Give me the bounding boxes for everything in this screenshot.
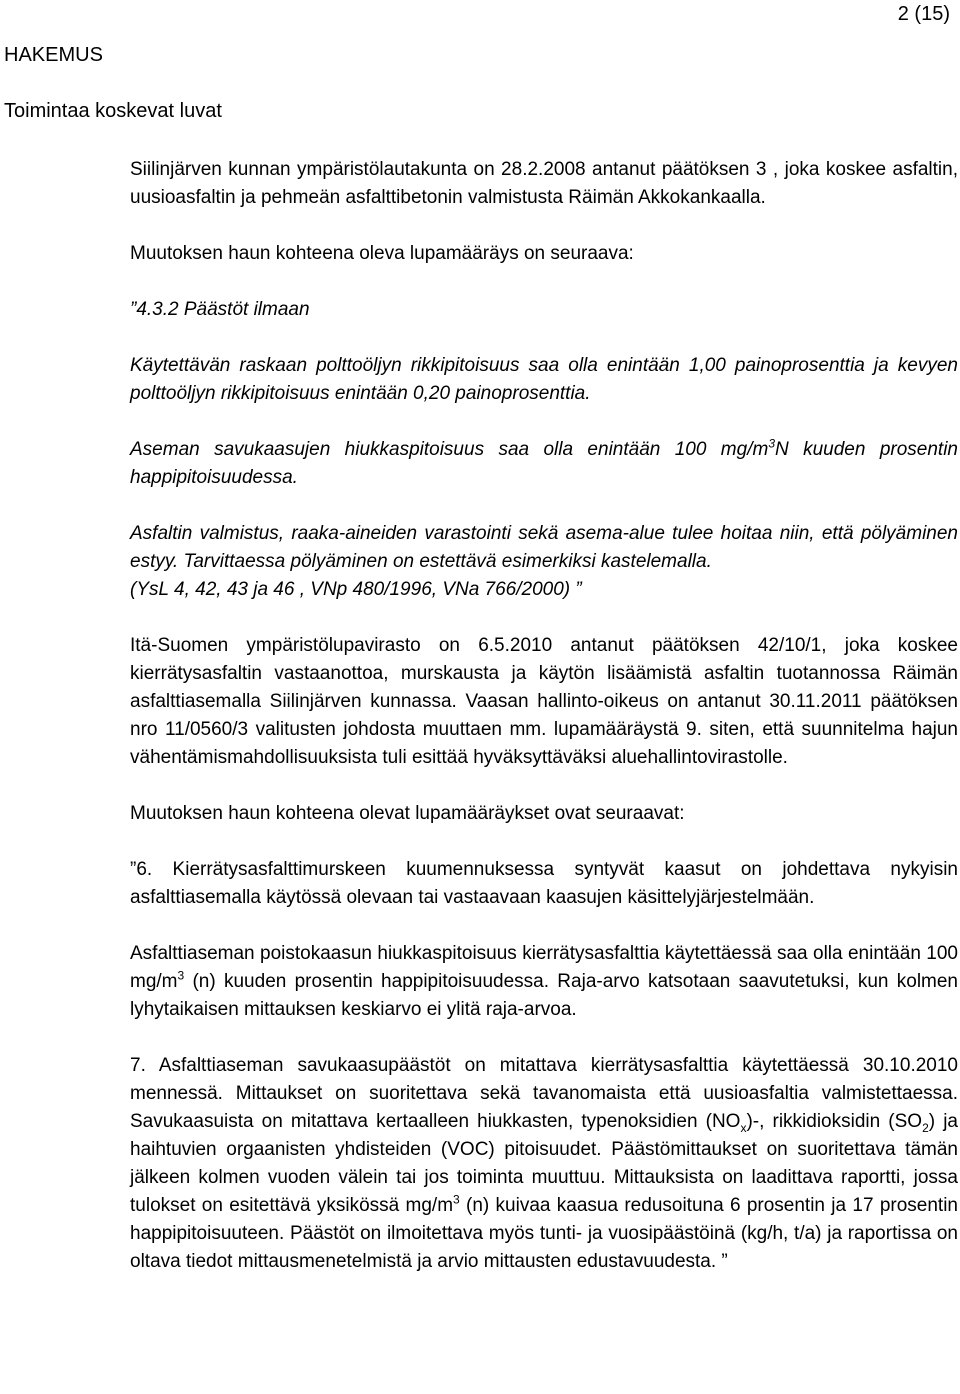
quote-dust-control: Asfaltin valmistus, raaka-aineiden varastointi sekä asema-alue tulee hoitaa niin, että pölyäminen estyy. Tarvittaessa pölyäminen on estettävä esimerkiksi kastelemalla.	[130, 523, 958, 572]
quote-legal-references: (YsL 4, 42, 43 ja 46 , VNp 480/1996, VNa 766/2000) ”	[130, 579, 582, 600]
quote-heading: ”4.3.2 Päästöt ilmaan	[130, 299, 310, 320]
text-segment: ) ja haihtuvien orgaanisten yhdisteiden (VOC) pitoisuudet. Päästömittaukset on suoritettava tämän jälkeen kolmen vuoden välein tai jos toiminta muuttuu. Mittauksista on laadittava raportti, jossa tulokset on esitettävä yksikössä mg/m	[130, 1111, 958, 1216]
text-segment: Aseman savukaasujen hiukkaspitoisuus saa olla enintään 100 mg/m	[130, 439, 769, 460]
quote-item-7	[130, 1052, 958, 1276]
paragraph-decision-2008: Siilinjärven kunnan ympäristölautakunta on 28.2.2008 antanut päätöksen 3 , joka koskee asfaltin, uusioasfaltin ja pehmeän asfalttibetonin valmistusta Räimän Akkokankaalla.	[130, 159, 958, 208]
paragraph-decision-2010: Itä-Suomen ympäristölupavirasto on 6.5.2010 antanut päätöksen 42/10/1, joka koskee kierrätysasfaltin vastaanottoa, murskausta ja käytön lisäämistä asfaltin tuotannossa Räimän asfalttiasemalla Siilinjärven kunnassa. Vaasan hallinto-oikeus on antanut 30.11.2011 päätöksen nro 11/0560/3 valitusten johdosta muuttaen mm. lupamääräystä 9. siten, että suunnitelma hajun vähentämismahdollisuuksista tuli esittää hyväksyttäväksi aluehallintovirastolle.	[130, 635, 958, 768]
section-heading: Toimintaa koskevat luvat	[4, 100, 222, 122]
quote-sulfur-content: Käytettävän raskaan polttoöljyn rikkipitoisuus saa olla enintään 1,00 painoprosenttia ja kevyen polttoöljyn rikkipitoisuus enintään 0,20 painoprosenttia.	[130, 355, 958, 404]
text-segment: 7. Asfalttiaseman savukaasupäästöt on mitattava kierrätysasfalttia käytettäessä 30.10.2010 mennessä. Mittaukset on suoritettava sekä tavanomaista että uusioasfaltia valmistettaessa. Savukaasuista on mitattava kertaalleen hiukkasten, typenoksidien (NO	[130, 1055, 958, 1132]
text-segment: )-, rikkidioksidin (SO	[746, 1111, 923, 1132]
quote-item-6: ”6. Kierrätysasfalttimurskeen kuumennuksessa syntyvät kaasut on johdettava nykyisin asfalttiasemalla käytössä olevaan tai vastaavaan kaasujen käsittelyjärjestelmään.	[130, 859, 958, 908]
quote-particulate-limit	[130, 436, 958, 492]
page-number: 2 (15)	[897, 3, 950, 25]
text-segment: N kuuden prosentin happipitoisuudessa.	[130, 439, 958, 488]
text-segment: (n) kuivaa kaasua redusoituna 6 prosentin ja 17 prosentin happipitoisuuteen. Päästöt on ilmoitettava myös tunti- ja vuosipäästöinä (kg/h, t/a) ja raportissa on oltava tiedot mittausmenetelmistä ja arvio mittausten edustavuudesta. ”	[130, 1195, 958, 1272]
paragraph-intro-appeal-2: Muutoksen haun kohteena olevat lupamääräykset ovat seuraavat:	[130, 803, 685, 824]
text-segment: (n) kuuden prosentin happipitoisuudessa. Raja-arvo katsotaan saavutetuksi, kun kolmen lyhytaikaisen mittauksen keskiarvo ei ylitä raja-arvoa.	[130, 971, 958, 1020]
text-segment: Asfalttiaseman poistokaasun hiukkaspitoisuus kierrätysasfalttia käytettäessä saa olla enintään 100 mg/m	[130, 943, 958, 992]
superscript: 3	[177, 968, 185, 983]
document-title: HAKEMUS	[4, 44, 103, 66]
superscript: 3	[453, 1192, 460, 1207]
superscript: 3	[768, 436, 775, 451]
subscript: x	[740, 1120, 747, 1135]
quote-exhaust-particulate	[130, 940, 958, 1024]
paragraph-intro-appeal: Muutoksen haun kohteena oleva lupamääräys on seuraava:	[130, 243, 634, 264]
subscript: 2	[922, 1120, 929, 1135]
document-body	[130, 156, 958, 1276]
